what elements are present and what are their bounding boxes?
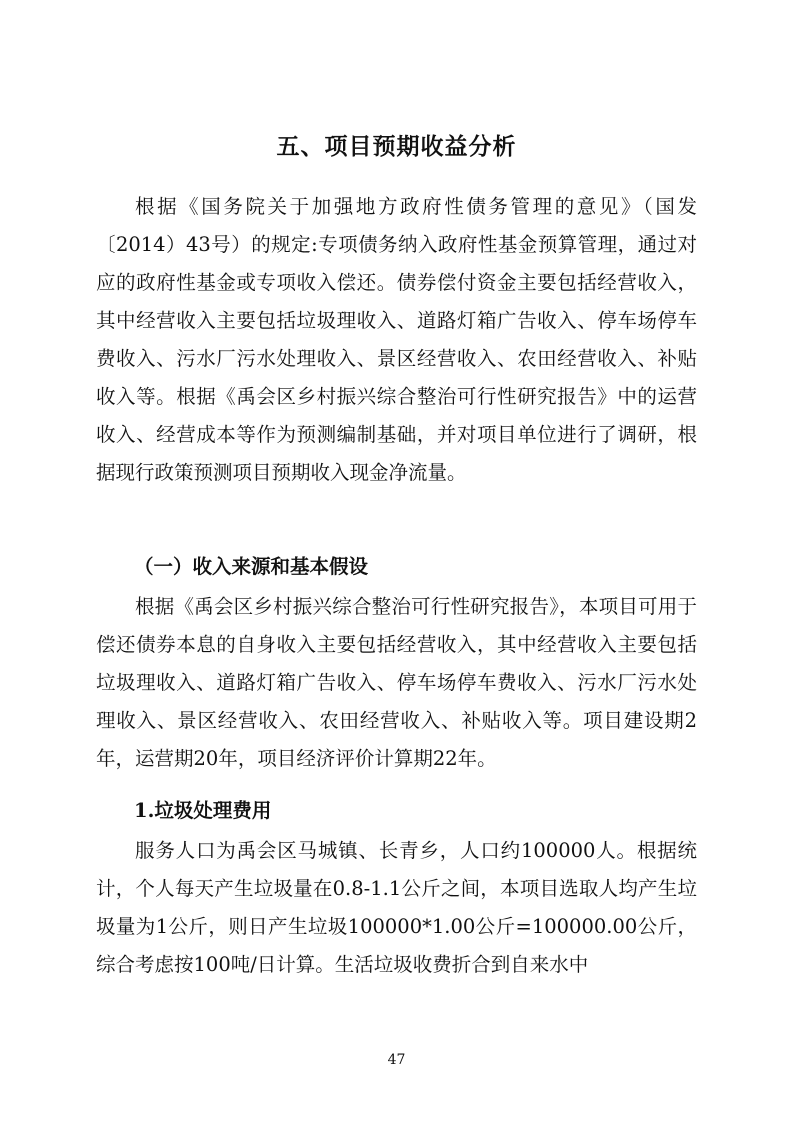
paragraph-intro: 根据《国务院关于加强地方政府性债务管理的意见》（国发〔2014）43号）的规定:专项债务纳入政府性基金预算管理，通过对应的政府性基金或专项收入偿还。债券偿付资金主要包括经营收入，其中经营收入主要包括垃圾理收入、道路灯箱广告收入、停车场停车费收入、污水厂污水处理收入、景区经营收入、农田经营收入、补贴收入等。根据《禹会区乡村振兴综合整治可行性研究报告》中的运营收入、经营成本等作为预测编制基础，并对项目单位进行了调研，根据现行政策预测项目预期收入现金净流量。 <box>96 195 697 484</box>
page-title: 五、项目预期收益分析 <box>276 133 517 160</box>
section-heading-income-sources: （一）收入来源和基本假设 <box>134 555 369 578</box>
section-heading-garbage-fees: 1.垃圾处理费用 <box>134 799 272 822</box>
paragraph-income-sources: 根据《禹会区乡村振兴综合整治可行性研究报告》，本项目可用于偿还债券本息的自身收入主要包括经营收入，其中经营收入主要包括垃圾理收入、道路灯箱广告收入、停车场停车费收入、污水厂污水处理收入、景区经营收入、农田经营收入、补贴收入等。项目建设期2年，运营期20年，项目经济评价计算期22年。 <box>96 595 697 770</box>
paragraph-garbage-fees: 服务人口为禹会区马城镇、长青乡，人口约100000人。根据统计，个人每天产生垃圾量在0.8-1.1公斤之间，本项目选取人均产生垃圾量为1公斤，则日产生垃圾100000*1.00公斤=100000.00公斤，综合考虑按100吨/日计算。生活垃圾收费折合到自来水中 <box>96 839 697 976</box>
page-number: 47 <box>387 1052 406 1068</box>
